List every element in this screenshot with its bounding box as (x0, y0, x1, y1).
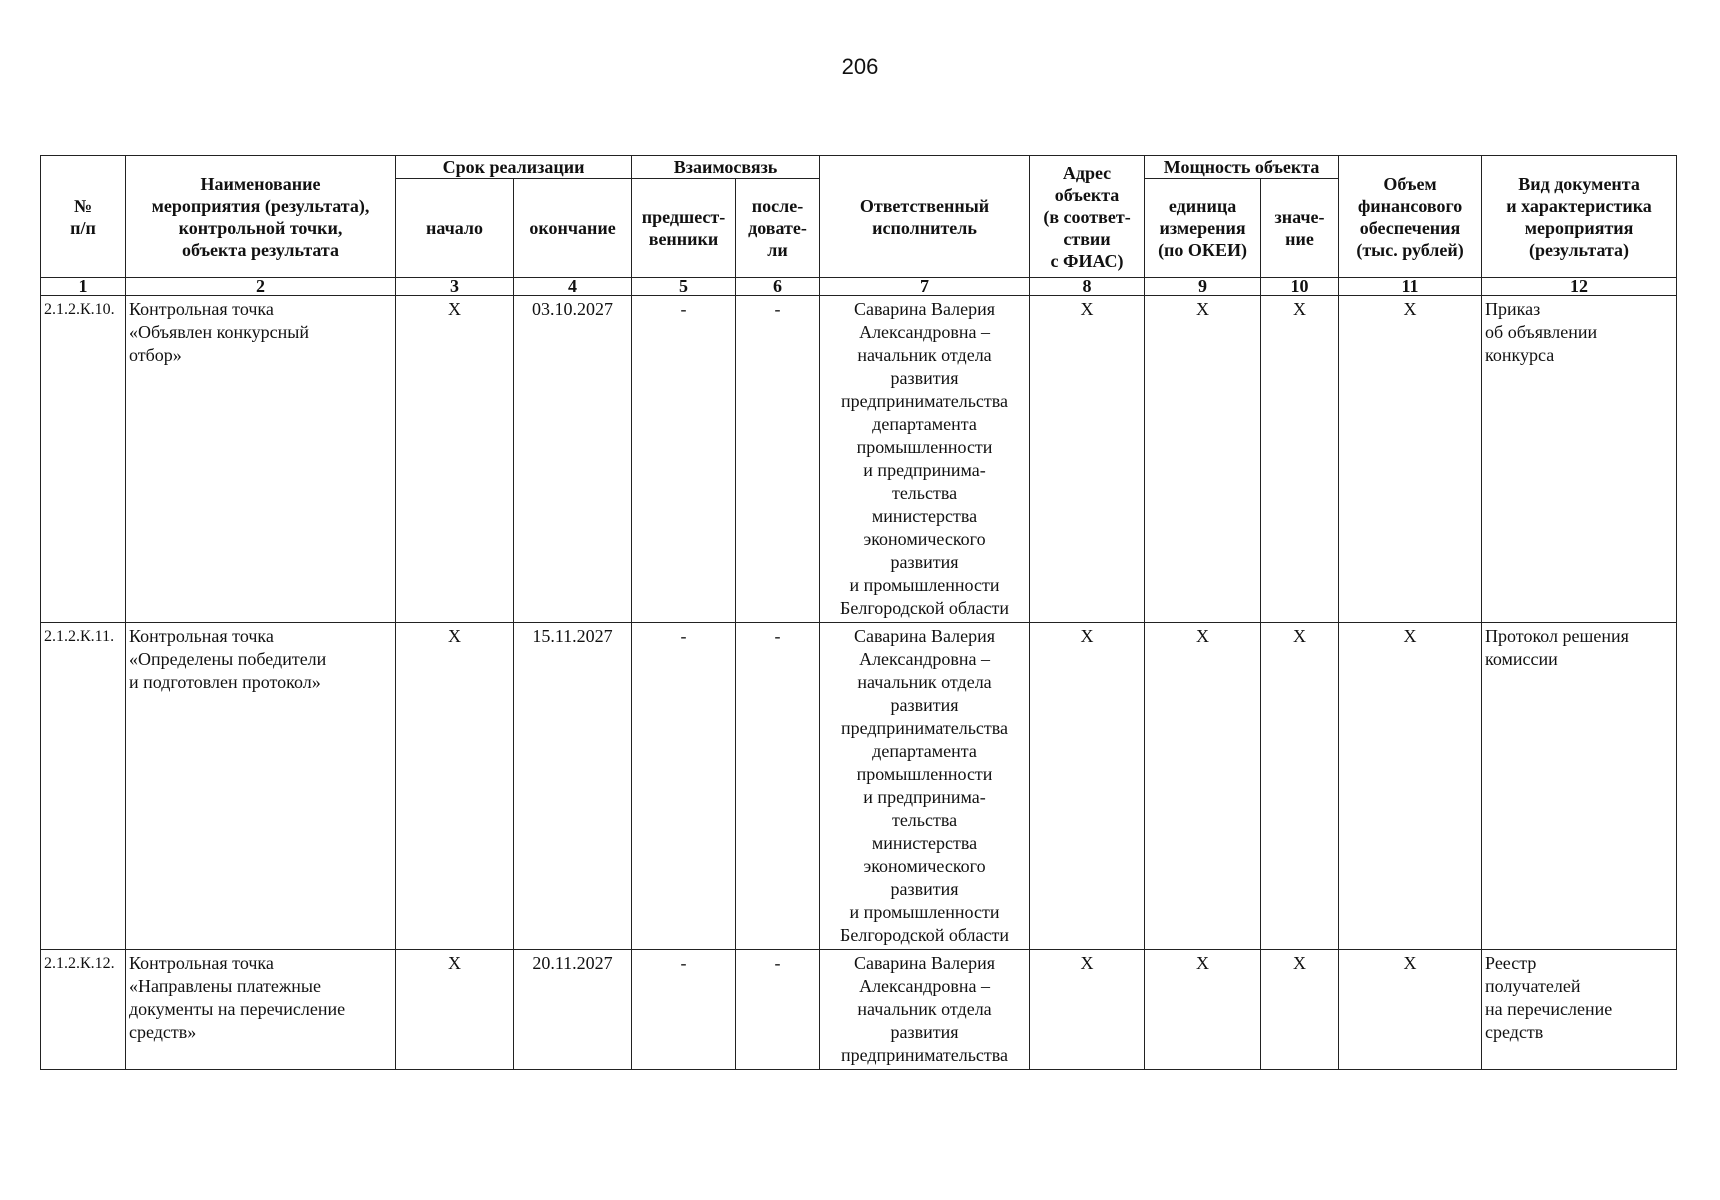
text-line: начальник отдела (857, 345, 992, 365)
row-id: 2.1.2.К.12. (41, 950, 126, 1070)
text-line: документы на перечисление (129, 999, 346, 1019)
row-name (126, 950, 396, 1070)
column-number: 11 (1339, 278, 1482, 296)
row-finance: Х (1339, 296, 1482, 623)
text-line: «Определены победители (129, 649, 327, 669)
text-line: средств (1485, 1022, 1544, 1042)
header-number (41, 156, 126, 278)
column-number: 2 (126, 278, 396, 296)
text-line: развития (890, 552, 959, 572)
column-number: 7 (820, 278, 1030, 296)
row-unit: Х (1145, 296, 1261, 623)
text-line: Саварина Валерия (854, 953, 996, 973)
text-line: № (73, 195, 93, 216)
text-line: и подготовлен протокол» (129, 672, 321, 692)
row-responsible (820, 623, 1030, 950)
text-line: значе- (1274, 207, 1325, 227)
text-line: контрольной точки, (178, 217, 343, 238)
column-number: 10 (1261, 278, 1339, 296)
text-line: (в соответ- (1043, 206, 1131, 227)
header-address (1030, 156, 1145, 278)
text-line: п/п (70, 217, 96, 238)
text-line: предшест- (641, 207, 726, 227)
text-line: экономического (863, 529, 986, 549)
text-line: обеспечения (1359, 217, 1461, 238)
row-doc (1482, 950, 1677, 1070)
text-line: и промышленности (849, 902, 1000, 922)
text-line: средств» (129, 1022, 197, 1042)
text-line: (результата) (1529, 239, 1630, 260)
table-row (41, 623, 1677, 950)
text-line: объекта результата (182, 239, 339, 260)
row-value: Х (1261, 623, 1339, 950)
text-line: отбор» (129, 345, 182, 365)
text-line: единица (1168, 196, 1237, 216)
text-line: мероприятия (результата), (151, 195, 370, 216)
header-responsible (820, 156, 1030, 278)
row-start: Х (396, 296, 514, 623)
text-line: с ФИАС) (1050, 250, 1124, 271)
row-end: 15.11.2027 (514, 623, 632, 950)
text-line: развития (890, 368, 959, 388)
text-line: и предпринима- (863, 787, 986, 807)
column-number: 12 (1482, 278, 1677, 296)
row-finance: Х (1339, 623, 1482, 950)
text-line: и промышленности (849, 575, 1000, 595)
text-line: «Направлены платежные (129, 976, 321, 996)
text-line: Реестр (1485, 953, 1537, 973)
text-line: после- (751, 196, 804, 216)
text-line: ние (1285, 229, 1314, 249)
row-id: 2.1.2.К.10. (41, 296, 126, 623)
row-start: Х (396, 623, 514, 950)
header-srok-start: начало (396, 179, 514, 278)
header-doc-type (1482, 156, 1677, 278)
row-address: Х (1030, 950, 1145, 1070)
text-line: Контрольная точка (129, 626, 274, 646)
text-line: тельства (891, 810, 958, 830)
row-value: Х (1261, 950, 1339, 1070)
column-number: 9 (1145, 278, 1261, 296)
text-line: измерения (1159, 218, 1246, 238)
text-line: Объем (1383, 173, 1437, 194)
page-number: 206 (841, 54, 879, 79)
row-address: Х (1030, 296, 1145, 623)
row-responsible (820, 950, 1030, 1070)
row-finance: Х (1339, 950, 1482, 1070)
text-line: Саварина Валерия (854, 299, 996, 319)
text-line: Александровна – (859, 976, 990, 996)
text-line: начальник отдела (857, 672, 992, 692)
text-line: предпринимательства (841, 718, 1009, 738)
text-line: промышленности (856, 764, 993, 784)
text-line: и характеристика (1506, 195, 1652, 216)
text-line: получателей (1485, 976, 1581, 996)
column-number: 4 (514, 278, 632, 296)
column-number: 8 (1030, 278, 1145, 296)
row-responsible (820, 296, 1030, 623)
row-id: 2.1.2.К.11. (41, 623, 126, 950)
header-srok-group: Срок реализации (396, 156, 632, 179)
text-line: экономического (863, 856, 986, 876)
text-line: объекта (1054, 184, 1120, 205)
text-line: министерства (871, 833, 978, 853)
text-line: Контрольная точка (129, 953, 274, 973)
text-line: ли (767, 240, 788, 260)
row-name (126, 296, 396, 623)
table-row (41, 950, 1677, 1070)
row-doc (1482, 623, 1677, 950)
text-line: Александровна – (859, 322, 990, 342)
row-end: 03.10.2027 (514, 296, 632, 623)
text-line: тельства (891, 483, 958, 503)
text-line: Саварина Валерия (854, 626, 996, 646)
text-line: и предпринима- (863, 460, 986, 480)
column-number: 5 (632, 278, 736, 296)
text-line: Контрольная точка (129, 299, 274, 319)
text-line: начальник отдела (857, 999, 992, 1019)
text-line: конкурса (1485, 345, 1555, 365)
row-next: - (736, 950, 820, 1070)
text-line: венники (648, 229, 719, 249)
row-unit: Х (1145, 950, 1261, 1070)
text-line: промышленности (856, 437, 993, 457)
row-address: Х (1030, 623, 1145, 950)
text-line: об объявлении (1485, 322, 1598, 342)
text-line: ствии (1063, 228, 1111, 249)
row-doc (1482, 296, 1677, 623)
text-line: Приказ (1485, 299, 1541, 319)
text-line: развития (890, 695, 959, 715)
column-number: 3 (396, 278, 514, 296)
header-power-group: Мощность объекта (1145, 156, 1339, 179)
row-prev: - (632, 296, 736, 623)
text-line: Белгородской области (840, 925, 1010, 945)
row-start: Х (396, 950, 514, 1070)
text-line: предпринимательства (841, 1045, 1009, 1065)
text-line: департамента (872, 414, 977, 434)
text-line: министерства (871, 506, 978, 526)
row-name (126, 623, 396, 950)
text-line: развития (890, 879, 959, 899)
header-srok-end: окончание (514, 179, 632, 278)
text-line: Наименование (200, 173, 321, 194)
column-number: 1 (41, 278, 126, 296)
text-line: комиссии (1485, 649, 1558, 669)
header-name (126, 156, 396, 278)
text-line: Белгородской области (840, 598, 1010, 618)
header-link-prev (632, 179, 736, 278)
header-link-next (736, 179, 820, 278)
row-prev: - (632, 950, 736, 1070)
header-power-value (1261, 179, 1339, 278)
header-link-group: Взаимосвязь (632, 156, 820, 179)
row-next: - (736, 623, 820, 950)
text-line: исполнитель (872, 217, 977, 238)
text-line: (по ОКЕИ) (1158, 240, 1247, 260)
text-line: Адрес (1062, 162, 1112, 183)
table-row (41, 296, 1677, 623)
row-unit: Х (1145, 623, 1261, 950)
row-prev: - (632, 623, 736, 950)
column-number: 6 (736, 278, 820, 296)
text-line: «Объявлен конкурсный (129, 322, 309, 342)
text-line: финансового (1357, 195, 1463, 216)
row-end: 20.11.2027 (514, 950, 632, 1070)
plan-table (40, 155, 1677, 1070)
row-value: Х (1261, 296, 1339, 623)
text-line: Вид документа (1518, 173, 1640, 194)
text-line: предпринимательства (841, 391, 1009, 411)
header-finance (1339, 156, 1482, 278)
text-line: Александровна – (859, 649, 990, 669)
text-line: Ответственный (859, 195, 990, 216)
text-line: развития (890, 1022, 959, 1042)
text-line: Протокол решения (1485, 626, 1629, 646)
text-line: на перечисление (1485, 999, 1613, 1019)
text-line: мероприятия (1524, 217, 1634, 238)
text-line: довате- (748, 218, 807, 238)
header-power-unit (1145, 179, 1261, 278)
text-line: (тыс. рублей) (1356, 239, 1464, 260)
row-next: - (736, 296, 820, 623)
text-line: департамента (872, 741, 977, 761)
